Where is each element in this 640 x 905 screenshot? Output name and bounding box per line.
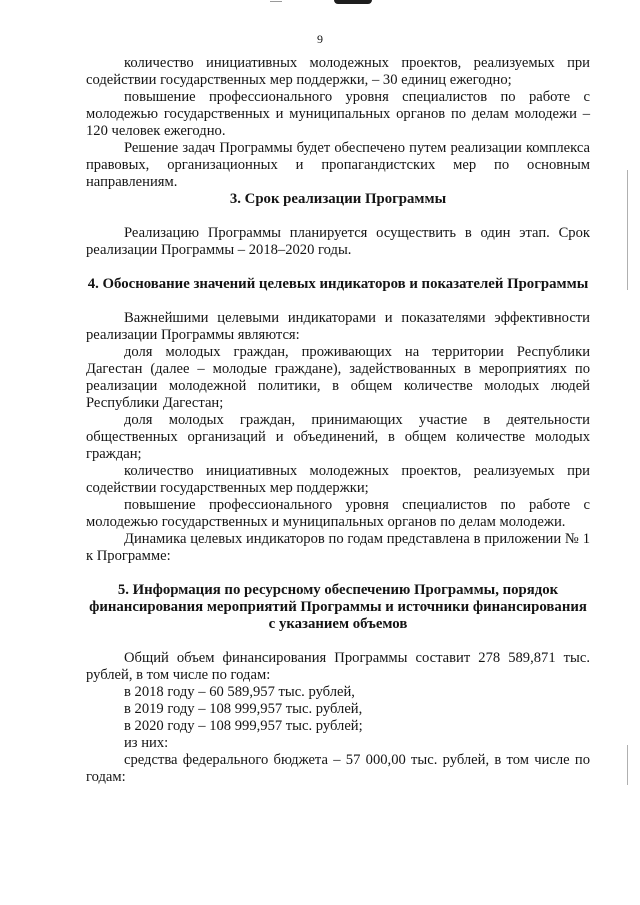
scan-mark-top-left <box>270 1 282 2</box>
paragraph: количество инициативных молодежных проектов, реализуемых при содействии государственных мер поддержки, – 30 единиц ежегодно; <box>86 55 590 88</box>
paragraph: Реализацию Программы планируется осуществить в один этап. Срок реализации Программы – 2018–2020 годы. <box>86 225 590 258</box>
spacer <box>86 259 590 276</box>
page-number: 9 <box>317 32 323 46</box>
paragraph: в 2019 году – 108 999,957 тыс. рублей, <box>124 701 363 717</box>
spacer <box>86 208 590 225</box>
paragraph: Общий объем финансирования Программы составит 278 589,871 тыс. рублей, в том числе по годам: <box>86 650 590 683</box>
paragraph: Динамика целевых индикаторов по годам представлена в приложении № 1 к Программе: <box>86 531 590 564</box>
spacer <box>86 565 590 582</box>
paragraph: средства федерального бюджета – 57 000,00 тыс. рублей, в том числе по годам: <box>86 752 590 785</box>
paragraph: из них: <box>124 735 169 751</box>
spacer <box>86 293 590 310</box>
paragraph: доля молодых граждан, проживающих на территории Республики Дагестан (далее – молодые граждане), задействованных в мероприятиях по реализации молодежной политики, в общем количестве молодых людей Республики Дагестан; <box>86 344 590 411</box>
paragraph: повышение профессионального уровня специалистов по работе с молодежью государственных и муниципальных органов по делам молодежи –120 человек ежегодно. <box>86 89 590 139</box>
scan-edge-line-lower <box>627 745 628 785</box>
scan-mark-top <box>334 0 372 4</box>
section-heading: 3. Срок реализации Программы <box>229 191 447 207</box>
paragraph: Важнейшими целевыми индикаторами и показателями эффективности реализации Программы являются: <box>86 310 590 343</box>
paragraph: в 2018 году – 60 589,957 тыс. рублей, <box>124 684 355 700</box>
section-heading: 4. Обоснование значений целевых индикаторов и показателей Программы <box>87 276 589 292</box>
spacer <box>86 633 590 650</box>
section-heading: 5. Информация по ресурсному обеспечению Программы, порядок финансирования мероприятий Программы и источники финансирования с указанием объемов <box>89 582 587 632</box>
paragraph: доля молодых граждан, принимающих участие в деятельности общественных организаций и объединений, в общем количестве молодых граждан; <box>86 412 590 462</box>
paragraph: количество инициативных молодежных проектов, реализуемых при содействии государственных мер поддержки; <box>86 463 590 496</box>
scan-edge-line <box>627 170 628 290</box>
paragraph: повышение профессионального уровня специалистов по работе с молодежью государственных и муниципальных органов по делам молодежи. <box>86 497 590 530</box>
paragraph: Решение задач Программы будет обеспечено путем реализации комплекса правовых, организационных и пропагандистских мер по основным направлениям. <box>86 140 590 190</box>
document-body <box>86 55 590 786</box>
paragraph: в 2020 году – 108 999,957 тыс. рублей; <box>124 718 363 734</box>
